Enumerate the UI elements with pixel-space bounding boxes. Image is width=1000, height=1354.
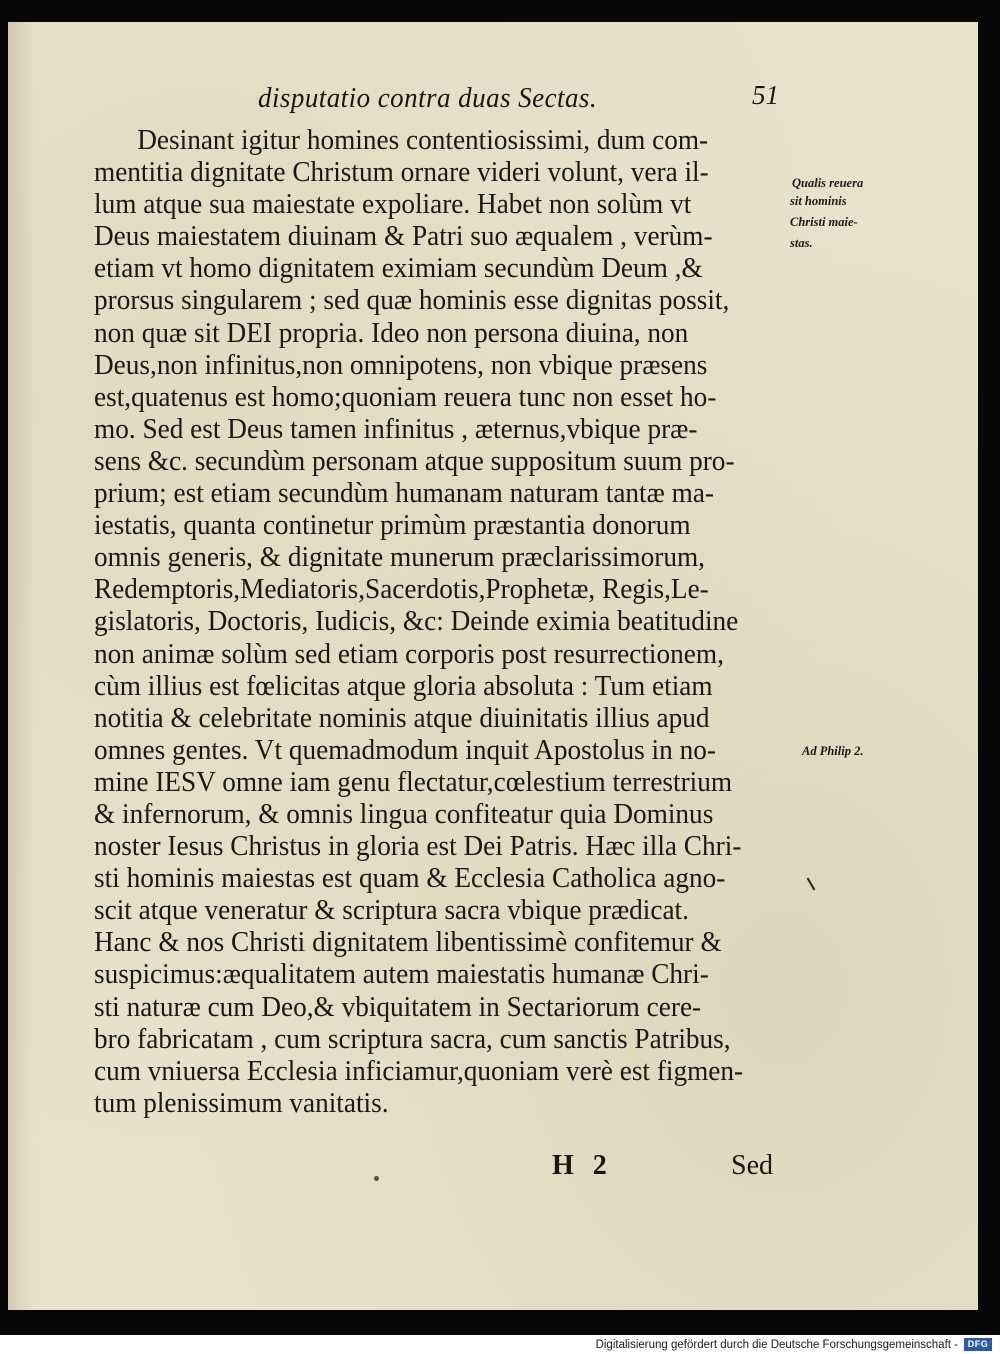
text-line: mentitia dignitate Christum ornare videri volunt, vera il- — [94, 156, 709, 189]
text-line: mo. Sed est Deus tamen infinitus , æternus,vbique præ- — [94, 412, 698, 445]
text-line: prium; est etiam secundùm humanam naturam tantæ ma- — [94, 477, 715, 510]
marginal-note-line: sit hominis — [790, 194, 847, 208]
text-line: prorsus singularem ; sed quæ hominis esse dignitas possit, — [94, 284, 730, 317]
text-line: cum vniuersa Ecclesia inficiamur,quoniam verè est figmen- — [94, 1054, 744, 1087]
marginal-note-line: Ad Philip 2. — [802, 744, 864, 758]
text-line: non quæ sit DEI propria. Ideo non persona diuina, non — [94, 316, 689, 349]
text-line: gislatoris, Doctoris, Iudicis, &c: Deinde eximia beatitudine — [94, 605, 739, 638]
text-line: omnes gentes. Vt quemadmodum inquit Apostolus in no- — [94, 733, 716, 766]
ink-speck — [374, 1176, 379, 1181]
text-line: iestatis, quanta continetur primùm præstantia donorum — [94, 509, 691, 542]
catchword: Sed — [731, 1150, 773, 1181]
text-line: & infernorum, & omnis lingua confiteatur quia Dominus — [94, 797, 714, 830]
footer-credit: Digitalisierung gefördert durch die Deutsche Forschungsgemeinschaft - — [595, 1339, 958, 1351]
text-line: Redemptoris,Mediatoris,Sacerdotis,Prophetæ, Regis,Le- — [94, 573, 709, 606]
text-line: Desinant igitur homines contentiosissimi, dum com- — [137, 124, 709, 156]
text-line: non animæ solùm sed etiam corporis post resurrectionem, — [94, 637, 724, 670]
page-number: 51 — [752, 80, 779, 110]
text-line: Deus,non infinitus,non omnipotens, non vbique præsens — [94, 348, 708, 381]
text-line: Deus maiestatem diuinam & Patri suo æqualem , verùm- — [94, 220, 713, 253]
text-line: cùm illius est fœlicitas atque gloria absoluta : Tum etiam — [94, 669, 713, 702]
text-line: omnis generis, & dignitate munerum præclarissimorum, — [94, 541, 705, 574]
marginal-note-line: Qualis reuera — [792, 176, 864, 190]
text-line: Hanc & nos Christi dignitatem libentissimè confitemur & — [94, 926, 722, 959]
body-text — [94, 124, 752, 1119]
text-line: mine IESV omne iam genu flectatur,cœlestium terrestrium — [94, 765, 733, 798]
text-line: noster Iesus Christus in gloria est Dei Patris. Hæc illa Chri- — [94, 830, 742, 863]
marginal-note-maiestas — [790, 172, 863, 255]
text-line: bro fabricatam , cum scriptura sacra, cum sanctis Patribus, — [94, 1022, 731, 1055]
text-line: scit atque veneratur & scriptura sacra vbique prædicat. — [94, 894, 689, 927]
dfg-logo-icon: DFG — [964, 1338, 992, 1351]
signature-mark: H 2 — [552, 1150, 613, 1181]
text-line: est,quatenus est homo;quoniam reuera tunc non esset ho- — [94, 380, 717, 413]
text-line: sti naturæ cum Deo,& vbiquitatem in Sectariorum cere- — [94, 990, 702, 1023]
text-line: sens &c. secundùm personam atque suppositum suum pro- — [94, 444, 735, 477]
running-head: disputatio contra duas Sectas. — [258, 82, 598, 114]
text-line: notitia & celebritate nominis atque diuinitatis illius apud — [94, 701, 710, 734]
marginal-note-line: stas. — [790, 236, 813, 250]
marginal-note-line: Christi maie- — [790, 215, 858, 229]
text-line: lum atque sua maiestate expoliare. Habet non solùm vt — [94, 188, 692, 221]
text-line: etiam vt homo dignitatem eximiam secundùm Deum ,& — [94, 252, 703, 285]
text-line: suspicimus:æqualitatem autem maiestatis humanæ Chri- — [94, 958, 709, 991]
text-line: tum plenissimum vanitatis. — [94, 1086, 389, 1119]
marginal-note-philippians — [802, 740, 863, 763]
text-line: sti hominis maiestas est quam & Ecclesia Catholica agno- — [94, 862, 726, 895]
